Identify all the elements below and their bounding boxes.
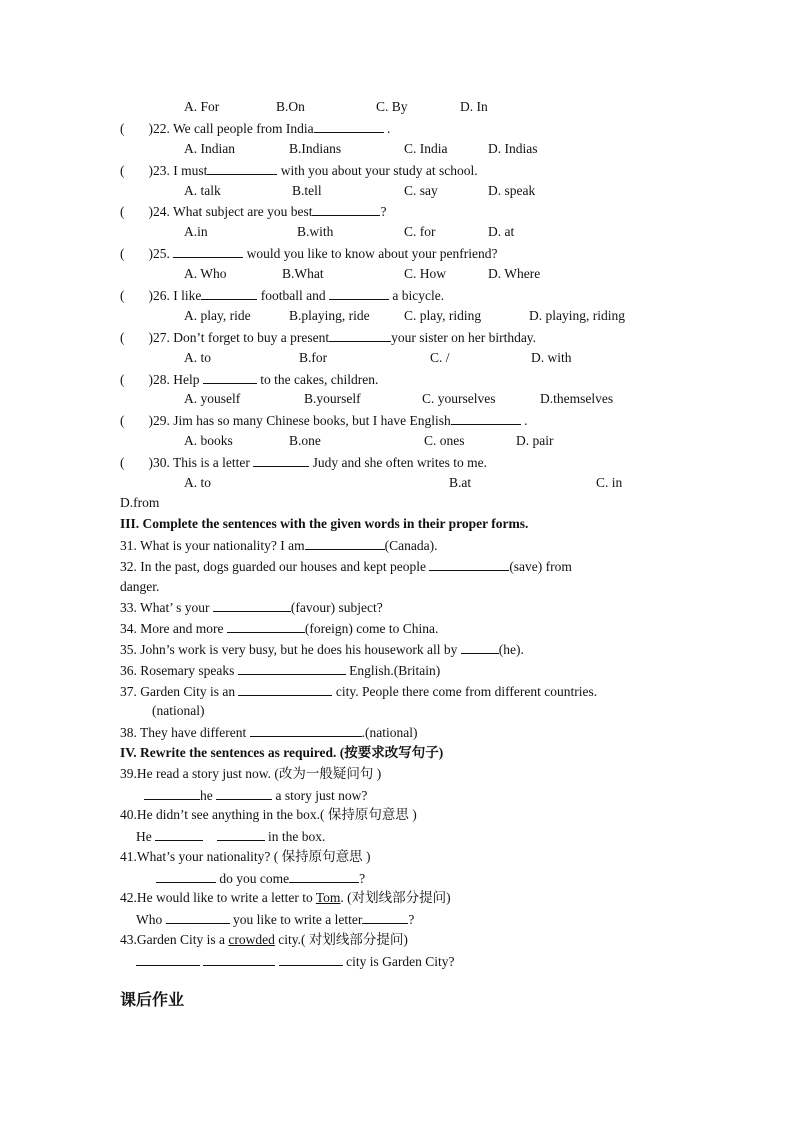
item-stem: Rosemary speaks (140, 663, 238, 678)
item-stem: What is your nationality? I am (140, 538, 305, 553)
homework-title: 课后作业 (120, 990, 185, 1009)
item-tail: (Canada). (384, 538, 438, 553)
question-36 (120, 662, 440, 679)
question-42-answer-line (136, 911, 414, 928)
q25-option-c: C. How (404, 266, 447, 281)
paren-open: ( (120, 288, 125, 303)
q21-option-b: B.On (276, 99, 305, 114)
answer-word: He (136, 829, 156, 844)
paren-close: ) (148, 413, 153, 428)
q24-option-b: B.with (297, 224, 334, 239)
question-37-continuation: (national) (152, 703, 205, 718)
item-stem: 42.He would like to write a letter to (120, 890, 316, 905)
answer-tail: in the box. (264, 829, 326, 844)
answer-blank[interactable] (216, 787, 272, 800)
question-40-answer-line (136, 828, 325, 845)
q28-option-d: D.themselves (540, 391, 614, 406)
q26-option-a: A. play, ride (184, 308, 251, 323)
paren-open: ( (120, 246, 125, 261)
paren-open: ( (120, 163, 125, 178)
answer-blank[interactable] (155, 828, 203, 841)
item-number: 37. (120, 684, 137, 699)
question-27: ( )27. Don’t forget to buy a present your sister on her birthday. (120, 330, 537, 345)
item-stem: They have different (140, 725, 250, 740)
question-tail: Judy and she often writes to me. (309, 455, 487, 470)
paren-open: ( (120, 372, 125, 387)
question-41-answer-line (156, 870, 365, 887)
underlined-word: crowded (228, 932, 275, 947)
q26-option-b: B.playing, ride (289, 308, 370, 323)
question-stem: I like (173, 288, 202, 303)
item-tail: (he). (498, 642, 524, 657)
question-tail: . (520, 413, 528, 428)
question-number: 24 (153, 204, 167, 219)
paren-open: ( (120, 330, 125, 345)
answer-blank[interactable] (312, 203, 380, 216)
answer-blank[interactable] (136, 953, 200, 966)
item-stem: More and more (140, 621, 227, 636)
answer-tail: ? (408, 912, 415, 927)
q28-option-a: A. youself (184, 391, 241, 406)
answer-blank[interactable] (173, 245, 243, 258)
item-number: 38. (120, 725, 137, 740)
q22-option-a: A. Indian (184, 141, 235, 156)
paren-close: ) (148, 288, 153, 303)
question-43-answer-line (136, 953, 454, 970)
answer-blank[interactable] (362, 911, 408, 924)
item-number: 34. (120, 621, 137, 636)
answer-blank[interactable] (238, 662, 346, 675)
item-tail: (foreign) come to China. (304, 621, 439, 636)
q27-option-d: D. with (531, 350, 572, 365)
question-38 (120, 724, 417, 741)
q30-option-b: B.at (449, 475, 472, 490)
q24-option-d: D. at (488, 224, 515, 239)
q23-option-c: C. say (404, 183, 438, 198)
question-mid: football and (257, 288, 326, 303)
item-number: 35. (120, 642, 137, 657)
question-39-answer-line (144, 787, 367, 804)
answer-tail: ? (359, 871, 366, 886)
question-23: ( )23. I must with you about your study at school. (120, 163, 478, 178)
answer-blank[interactable] (203, 371, 257, 384)
answer-blank[interactable] (238, 683, 332, 696)
question-43 (120, 932, 408, 948)
paren-open: ( (120, 413, 125, 428)
question-37 (120, 683, 597, 700)
question-tail: . (383, 121, 391, 136)
q28-option-b: B.yourself (304, 391, 361, 406)
question-33 (120, 599, 383, 616)
question-number: 28 (153, 372, 167, 387)
answer-word: do you come (216, 871, 290, 886)
q30-option-c: C. in (596, 475, 623, 490)
question-stem: Don’t forget to buy a present (173, 330, 330, 345)
q25-option-b: B.What (282, 266, 324, 281)
q29-option-d: D. pair (516, 433, 554, 448)
answer-blank[interactable] (314, 120, 384, 133)
answer-blank[interactable] (201, 287, 257, 300)
underlined-word: Tom (315, 890, 341, 905)
question-number: 27 (153, 330, 167, 345)
q24-option-a: A.in (184, 224, 208, 239)
q24-option-c: C. for (404, 224, 436, 239)
answer-blank[interactable] (329, 329, 391, 342)
item-number: 36. (120, 663, 137, 678)
question-tail: a bicycle. (388, 288, 445, 303)
answer-blank[interactable] (144, 787, 200, 800)
question-stem: This is a letter (173, 455, 254, 470)
q27-option-c: C. / (430, 350, 450, 365)
question-stem: Help (173, 372, 203, 387)
question-25: ( )25. would you like to know about your penfriend? (120, 246, 498, 261)
question-stem: We call people from India (173, 121, 314, 136)
q21-option-c: C. By (376, 99, 408, 114)
question-41: 41.What’s your nationality? ( 保持原句意思 ) (120, 849, 371, 864)
question-42 (120, 890, 451, 906)
item-tail: . (对划线部分提问) (340, 890, 451, 905)
q26-option-d: D. playing, riding (529, 308, 625, 323)
answer-blank[interactable] (289, 870, 359, 883)
question-24: ( )24. What subject are you best ? (120, 204, 387, 219)
answer-blank[interactable] (253, 454, 309, 467)
q21-option-d: D. In (460, 99, 488, 114)
question-22: ( )22. We call people from India . (120, 121, 391, 136)
question-number: 29 (153, 413, 167, 428)
item-stem: John’s work is very busy, but he does his housework all by (140, 642, 461, 657)
item-number: 33. (120, 600, 137, 615)
item-stem: What’ s your (140, 600, 213, 615)
question-number: 30 (153, 455, 167, 470)
item-stem: Garden City is an (140, 684, 239, 699)
paren-close: ) (148, 455, 153, 470)
question-tail: your sister on her birthday. (391, 330, 537, 345)
answer-blank[interactable] (279, 953, 343, 966)
question-stem: Jim has so many Chinese books, but I have English (173, 413, 451, 428)
section-4-title: IV. Rewrite the sentences as required. (按要求改写句子) (120, 745, 444, 760)
question-number: 23 (153, 163, 167, 178)
item-stem: 43.Garden City is a (120, 932, 229, 947)
answer-tail: city is Garden City? (342, 954, 455, 969)
answer-blank[interactable] (207, 162, 277, 175)
question-31 (120, 537, 437, 554)
q29-option-a: A. books (184, 433, 233, 448)
answer-mid: you like to write a letter (229, 912, 363, 927)
question-number: 26 (153, 288, 167, 303)
paren-close: ) (148, 163, 153, 178)
question-stem: I must (173, 163, 208, 178)
answer-blank[interactable] (227, 620, 305, 633)
question-tail: with you about your study at school. (277, 163, 478, 178)
q22-option-d: D. Indias (488, 141, 538, 156)
answer-blank[interactable] (203, 953, 275, 966)
question-34 (120, 620, 438, 637)
paren-open: ( (120, 455, 125, 470)
q30-option-d: D.from (120, 495, 160, 510)
answer-blank[interactable] (217, 828, 265, 841)
q25-option-a: A. Who (184, 266, 227, 281)
q23-option-d: D. speak (488, 183, 536, 198)
q27-option-b: B.for (299, 350, 328, 365)
q22-option-b: B.Indians (289, 141, 342, 156)
item-tail: city. People there come from different countries. (332, 684, 598, 699)
answer-tail: a story just now? (272, 788, 368, 803)
item-tail: city.( 对划线部分提问) (274, 932, 408, 947)
answer-blank[interactable] (305, 537, 385, 550)
question-35 (120, 641, 524, 658)
item-number: 32. (120, 559, 137, 574)
paren-close: ) (148, 204, 153, 219)
question-28: ( )28. Help to the cakes, children. (120, 372, 379, 387)
paren-open: ( (120, 204, 125, 219)
question-stem: What subject are you best (173, 204, 313, 219)
answer-blank[interactable] (451, 412, 521, 425)
q27-option-a: A. to (184, 350, 211, 365)
q26-option-c: C. play, riding (404, 308, 482, 323)
question-32 (120, 558, 572, 575)
q29-option-c: C. ones (424, 433, 465, 448)
question-tail: would you like to know about your penfriend? (243, 246, 498, 261)
question-40: 40.He didn’t see anything in the box.( 保持原句意思 ) (120, 807, 417, 822)
section-3-title: III. Complete the sentences with the given words in their proper forms. (120, 516, 529, 531)
question-number: 25 (153, 246, 167, 261)
q29-option-b: B.one (289, 433, 321, 448)
question-number: 22 (153, 121, 167, 136)
q28-option-c: C. yourselves (422, 391, 496, 406)
item-tail: .(national) (361, 725, 418, 740)
paren-close: ) (148, 246, 153, 261)
question-26: ( )26. I like football and a bicycle. (120, 288, 445, 303)
answer-blank[interactable] (213, 599, 291, 612)
paren-open: ( (120, 121, 125, 136)
question-tail: ? (380, 204, 387, 219)
answer-word: he (200, 788, 213, 803)
item-stem: In the past, dogs guarded our houses and kept people (140, 559, 430, 574)
answer-blank[interactable] (429, 558, 509, 571)
answer-blank[interactable] (156, 870, 216, 883)
answer-blank[interactable] (250, 724, 362, 737)
item-tail: English.(Britain) (345, 663, 441, 678)
question-tail: to the cakes, children. (256, 372, 379, 387)
q25-option-d: D. Where (488, 266, 541, 281)
question-32-continuation: danger. (120, 579, 160, 594)
answer-blank[interactable] (461, 641, 499, 654)
paren-close: ) (148, 121, 153, 136)
q22-option-c: C. India (404, 141, 448, 156)
question-30: ( )30. This is a letter Judy and she often writes to me. (120, 455, 487, 470)
answer-blank[interactable] (166, 911, 230, 924)
q30-option-a: A. to (184, 475, 211, 490)
item-tail: (favour) subject? (290, 600, 383, 615)
answer-word: Who (136, 912, 166, 927)
q21-option-a: A. For (184, 99, 220, 114)
q23-option-b: B.tell (292, 183, 322, 198)
item-number: 31. (120, 538, 137, 553)
paren-close: ) (148, 372, 153, 387)
answer-blank[interactable] (329, 287, 389, 300)
q23-option-a: A. talk (184, 183, 221, 198)
question-39: 39.He read a story just now. (改为一般疑问句 ) (120, 766, 382, 781)
item-tail: (save) from (509, 559, 572, 574)
paren-close: ) (148, 330, 153, 345)
question-29: ( )29. Jim has so many Chinese books, but I have English . (120, 413, 528, 428)
